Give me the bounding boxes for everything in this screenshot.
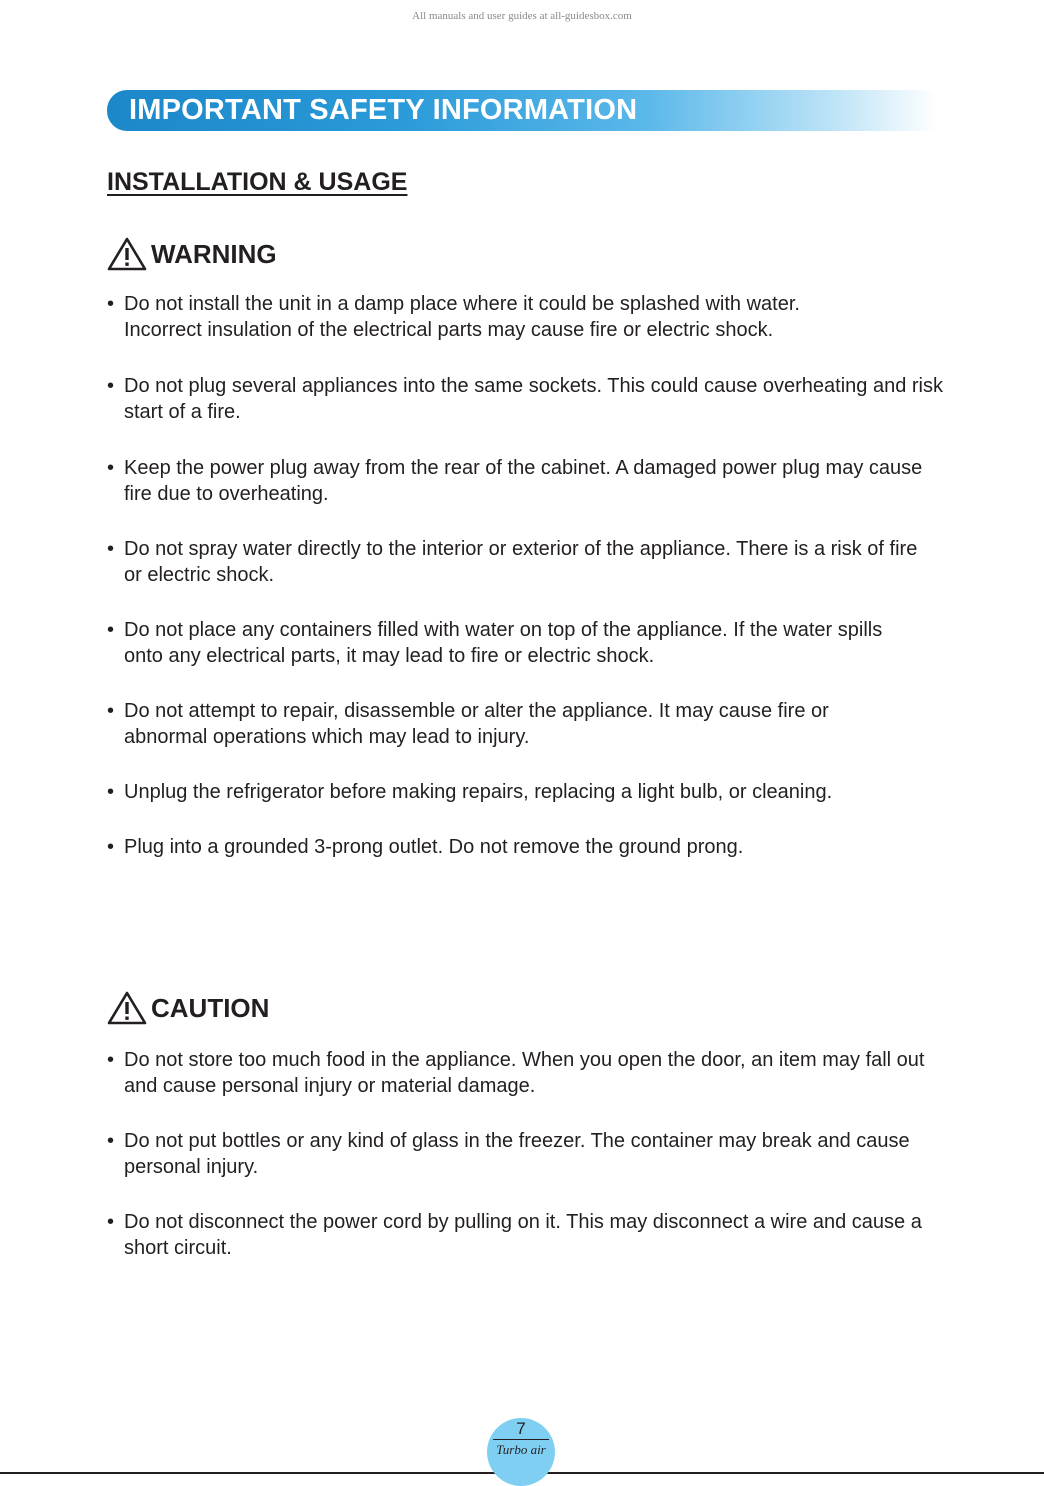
section-banner	[107, 90, 937, 131]
warning-item-8	[107, 834, 947, 860]
warning-item-2	[107, 373, 947, 425]
warning-item-7	[107, 779, 947, 805]
list-item: • Do not place any containers filled with water on top of the appliance. If the water spills onto any electrical parts, it may lead to fire or electric shock.	[107, 617, 907, 669]
watermark-text: All manuals and user guides at all-guidesbox.com	[412, 10, 632, 22]
caution-label: CAUTION	[151, 992, 270, 1023]
page-number-divider	[493, 1439, 549, 1440]
list-item: • Keep the power plug away from the rear of the cabinet. A damaged power plug may cause fire due to overheating.	[107, 455, 947, 507]
list-item: • Do not plug several appliances into the same sockets. This could cause overheating and risk start of a fire.	[107, 373, 947, 425]
warning-item-6	[107, 698, 907, 750]
list-item: • Unplug the refrigerator before making repairs, replacing a light bulb, or cleaning.	[107, 779, 947, 805]
caution-item-3	[107, 1209, 927, 1261]
warning-label: WARNING	[151, 238, 277, 269]
list-item: • Do not install the unit in a damp place where it could be splashed with water. Incorrect insulation of the electrical parts may cause fire or electric shock.	[107, 291, 877, 343]
list-item: • Do not attempt to repair, disassemble or alter the appliance. It may cause fire or abnormal operations which may lead to injury.	[107, 698, 907, 750]
caution-item-1	[107, 1047, 937, 1099]
list-item: • Do not store too much food in the appliance. When you open the door, an item may fall out and cause personal injury or material damage.	[107, 1047, 937, 1099]
warning-heading	[107, 237, 277, 271]
list-item: • Do not put bottles or any kind of glass in the freezer. The container may break and cause personal injury.	[107, 1128, 927, 1180]
list-item: • Plug into a grounded 3-prong outlet. Do not remove the ground prong.	[107, 834, 947, 860]
list-item: • Do not disconnect the power cord by pulling on it. This may disconnect a wire and cause a short circuit.	[107, 1209, 927, 1261]
warning-triangle-icon	[107, 991, 147, 1025]
warning-item-5	[107, 617, 907, 669]
page-title: IMPORTANT SAFETY INFORMATION	[129, 94, 638, 126]
warning-item-4	[107, 536, 937, 588]
warning-item-3	[107, 455, 947, 507]
caution-item-2	[107, 1128, 927, 1180]
section-title: INSTALLATION & USAGE	[107, 168, 408, 196]
warning-item-1	[107, 291, 877, 343]
caution-heading	[107, 991, 269, 1025]
page-number: 7	[516, 1419, 526, 1438]
list-item: • Do not spray water directly to the interior or exterior of the appliance. There is a risk of fire or electric shock.	[107, 536, 937, 588]
brand-name: Turbo air	[496, 1442, 546, 1457]
page-number-badge	[487, 1418, 555, 1486]
warning-triangle-icon	[107, 237, 147, 271]
